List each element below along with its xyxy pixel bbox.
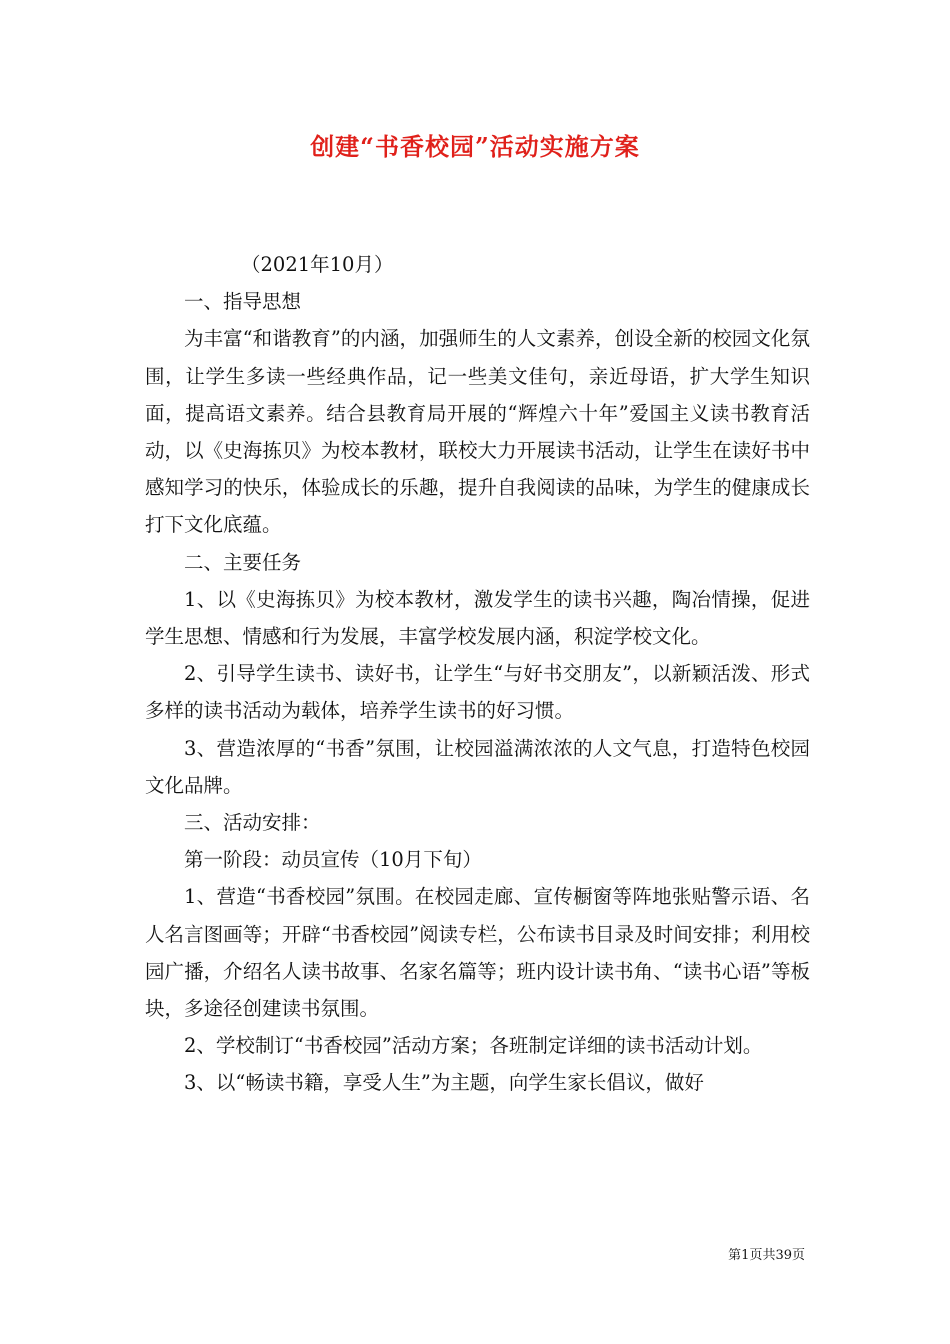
paragraph: 1、营造“书香校园”氛围。在校园走廊、宣传橱窗等阵地张贴警示语、名人名言图画等；开辟“书香校园”阅读专栏，公布读书目录及时间安排；利用校园广播，介绍名人读书故事、名家名篇等；班内设计读书角、“读书心语”等板块，多途径创建读书氛围。 [145, 885, 810, 1021]
section-heading: 二、主要任务 [184, 550, 302, 574]
paragraph: 3、营造浓厚的“书香”氛围，让校园溢满浓浓的人文气息，打造特色校园文化品牌。 [145, 736, 810, 797]
paragraph: 2、引导学生读书、读好书，让学生“与好书交朋友”，以新颖活泼、形式多样的读书活动为载体，培养学生读书的好习惯。 [145, 662, 810, 723]
stage-heading: 第一阶段：动员宣传（10月下旬） [184, 848, 482, 872]
paragraph: 1、以《史海拣贝》为校本教材，激发学生的读书兴趣，陶冶情操，促进学生思想、情感和行为发展，丰富学校发展内涵，积淀学校文化。 [145, 587, 810, 649]
page-number: 第1页共39页 [728, 1248, 805, 1263]
section-heading: 三、活动安排： [184, 811, 321, 835]
section-heading: 一、指导思想 [184, 290, 302, 314]
document-body [145, 246, 810, 1102]
paragraph: 2、学校制订“书香校园”活动方案；各班制定详细的读书活动计划。 [184, 1034, 763, 1058]
paragraph: 3、以“畅读书籍，享受人生”为主题，向学生家长倡议，做好 [184, 1071, 704, 1095]
document-date: （2021年10月） [241, 253, 394, 276]
paragraph: 为丰富“和谐教育”的内涵，加强师生的人文素养，创设全新的校园文化氛围，让学生多读一些经典作品，记一些美文佳句，亲近母语，扩大学生知识面，提高语文素养。结合县教育局开展的“辉煌六十年”爱国主义读书教育活动，以《史海拣贝》为校本教材，联校大力开展读书活动，让学生在读好书中感知学习的快乐，体验成长的乐趣，提升自我阅读的品味，为学生的健康成长打下文化底蕴。 [145, 327, 810, 537]
document-title: 创建“书香校园”活动实施方案 [310, 132, 640, 161]
